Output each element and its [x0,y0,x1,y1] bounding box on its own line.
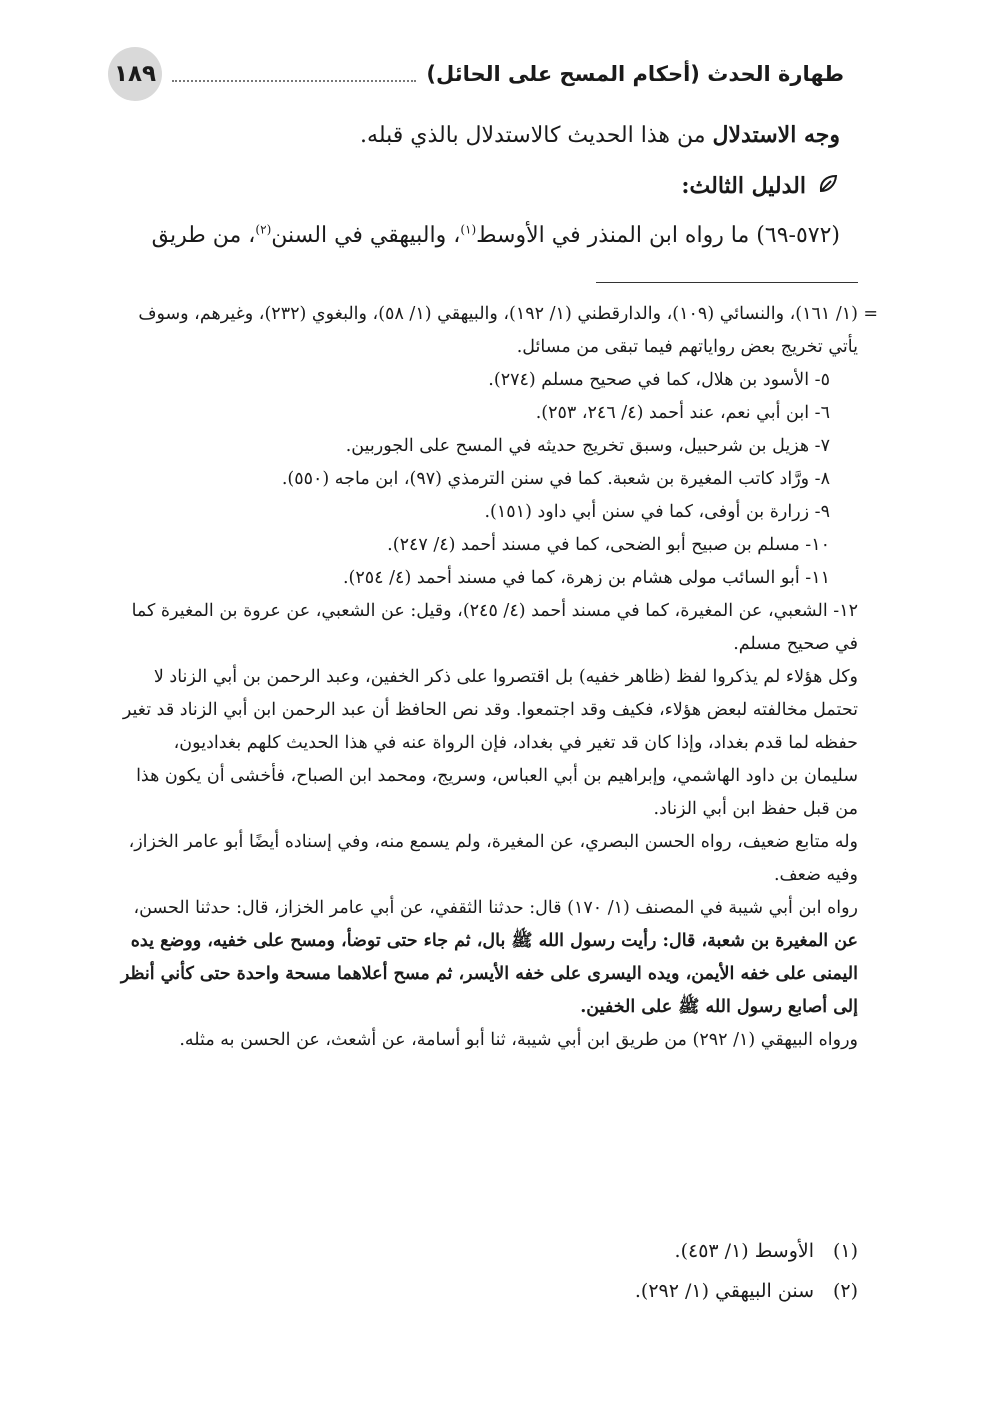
note-line: ٩- زرارة بن أوفى، كما في سنن أبي داود (١٥١). [484,502,830,522]
hadith-intro-text-1: (٥٧٢-٦٩) ما رواه ابن المنذر في الأوسط [476,223,840,248]
footnote-separator [596,282,858,283]
continued-notes [118,298,878,1057]
main-text [118,110,840,261]
footnote-2 [118,1276,858,1306]
hadith-intro-text-3: ، من طريق [151,223,256,248]
leaf-icon [816,172,840,200]
footnote-text: سنن البيهقي (١/ ٢٩٢). [634,1280,814,1302]
note-line: ١١- أبو السائب مولى هشام بن زهرة، كما في مسند أحمد (٤/ ٢٥٤). [342,568,830,588]
page-number: ١٨٩ [108,47,162,101]
section-heading-text: الدليل الثالث: [681,173,806,199]
note-line: ٧- هزيل بن شرحبيل، وسبق تخريج حديثه في المسح على الجوربين. [345,436,830,456]
page-header [108,44,844,104]
note-paragraph: وله متابع ضعيف، رواه الحسن البصري، عن المغيرة، ولم يسمع منه، وفي إسناده أيضًا أبو عامر الخزاز، وفيه ضعف. [128,832,858,885]
hadith-intro [118,211,840,261]
note-line: ١٠- مسلم بن صبيح أبو الضحى، كما في مسند أحمد (٤/ ٢٤٧). [387,535,830,555]
note-paragraph: وكل هؤلاء لم يذكروا لفظ (ظاهر خفيه) بل اقتصروا على ذكر الخفين، وعبد الرحمن بن أبي الزناد لا تحتمل مخالفته لبعض هؤلاء، فكيف وقد اجتمعوا. وقد نص الحافظ أن عبد الرحمن ابن أبي الزناد قد تغير حفظه لما قدم بغداد، وإذا كان قد تغير في بغداد، فإن الرواة عنه في هذا الحديث كلهم بغداديون، سليمان بن داود الهاشمي، وإبراهيم بن أبي العباس، وسريج، ومحمد ابن الصباح، فأخشى أن يكون هذا من قبل حفظ ابن أبي الزناد. [122,667,858,819]
footnote-ref-2[interactable]: (٢) [255,222,272,237]
section-heading [118,161,840,211]
footnote-1 [118,1236,858,1266]
note-line: ٨- ورَّاد كاتب المغيرة بن شعبة. كما في سنن الترمذي (٩٧)، ابن ماجه (٥٥٠). [281,469,830,489]
header-dotted-leader [172,66,416,82]
note-line: (١/ ١٦١)، والنسائي (١٠٩)، والدارقطني (١/ ١٩٢)، والبيهقي (١/ ٥٨)، والبغوي (٢٣٢)، وغيرهم، وسوف يأتي تخريج بعض رواياتهم فيما تبقى من مسائل. [138,304,858,357]
note-paragraph: رواه ابن أبي شيبة في المصنف (١/ ١٧٠) قال: حدثنا الثقفي، عن أبي عامر الخزاز، قال: حدثنا الحسن، [133,898,858,918]
footnote-ref-1[interactable]: (١) [460,222,477,237]
continuation-mark: = [863,304,878,324]
note-line: ١٢- الشعبي، عن المغيرة، كما في مسند أحمد (٤/ ٢٤٥)، وقيل: عن الشعبي، عن عروة بن المغيرة كما في صحيح مسلم. [131,601,858,654]
note-line: ٦- ابن أبي نعم، عند أحمد (٤/ ٢٤٦، ٢٥٣). [535,403,830,423]
hadith-intro-text-2: ، والبيهقي في السنن [271,223,461,248]
inference-text: من هذا الحديث كالاستدلال بالذي قبله. [360,123,713,148]
note-paragraph: ورواه البيهقي (١/ ٢٩٢) من طريق ابن أبي شيبة، ثنا أبو أسامة، عن أشعث، عن الحسن به مثله. [179,1030,858,1050]
footnote-marker: (٢) [832,1280,858,1302]
footnote-text: الأوسط (١/ ٤٥٣). [674,1240,814,1262]
hadith-quote: عن المغيرة بن شعبة، قال: رأيت رسول الله ﷺ بال، ثم جاء حتى توضأ، ومسح على خفيه، ووضع يده اليمنى على خفه الأيمن، ويده اليسرى على خفه الأيسر، ثم مسح أعلاهما مسحة واحدة حتى كأني أنظر إلى أصابع رسول الله ﷺ على الخفين. [120,931,858,1017]
inference-label: وجه الاستدلال [712,122,840,148]
footnote-marker: (١) [832,1240,858,1262]
paragraph-inference [118,110,840,161]
note-line: ٥- الأسود بن هلال، كما في صحيح مسلم (٢٧٤). [488,370,830,390]
running-title: طهارة الحدث (أحكام المسح على الحائل) [426,62,844,86]
